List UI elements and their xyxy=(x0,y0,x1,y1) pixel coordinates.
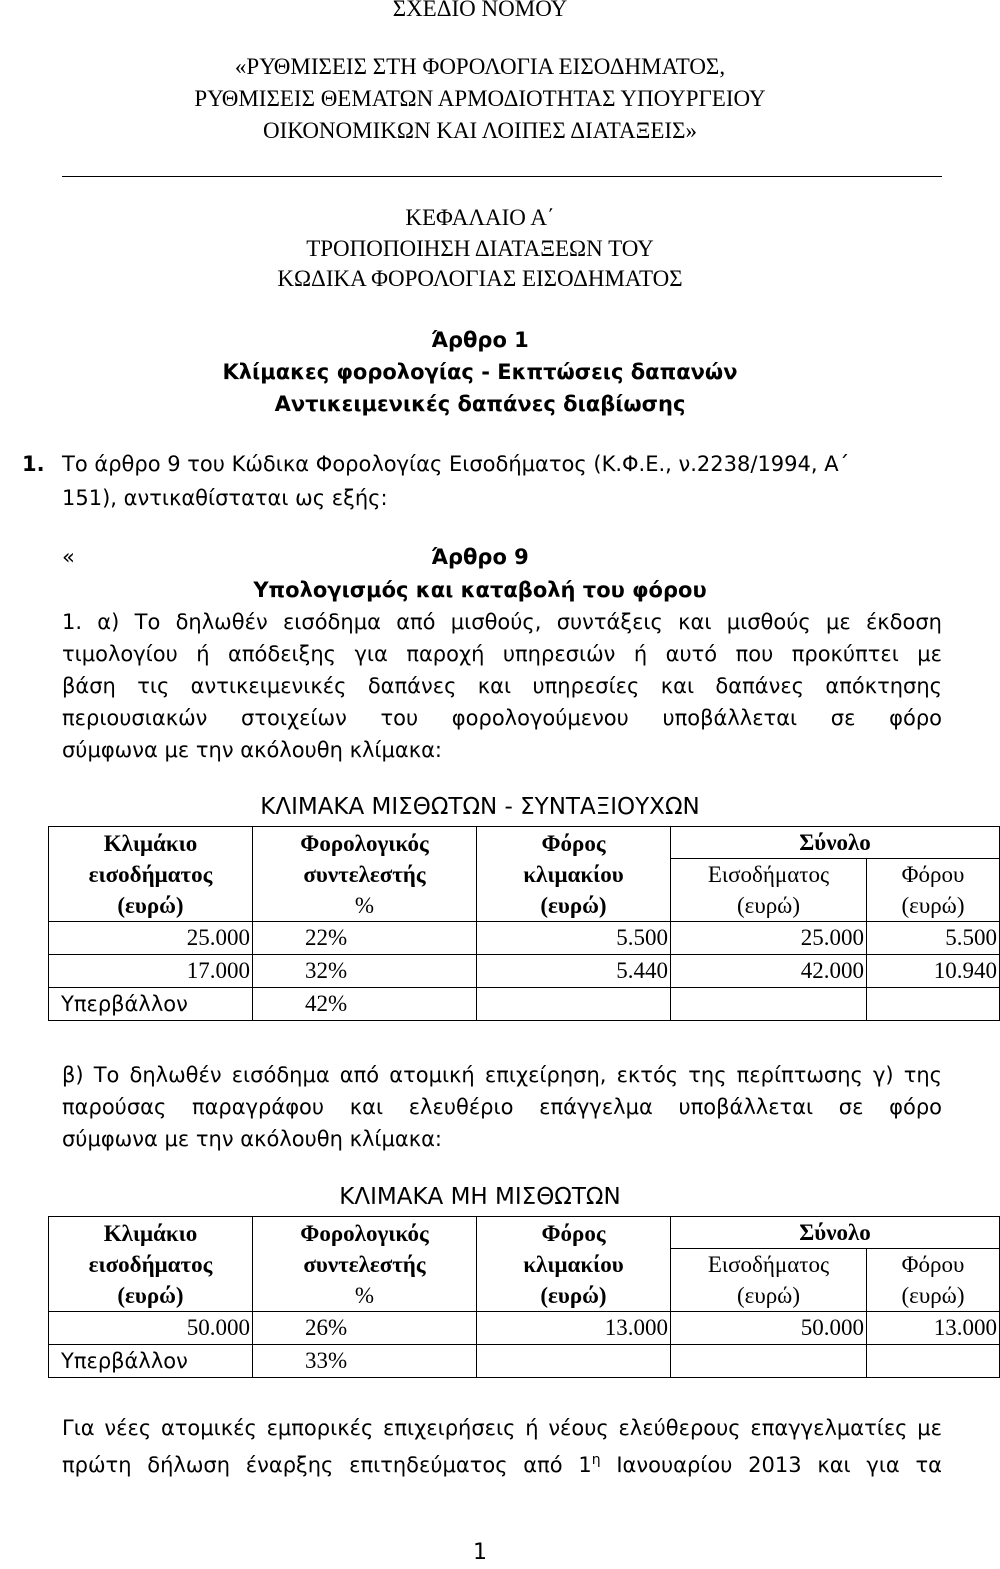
bill-title-line-1: «ΡΥΘΜΙΣΕΙΣ ΣΤΗ ΦΟΡΟΛΟΓΙΑ ΕΙΣΟΔΗΜΑΤΟΣ, xyxy=(234,54,726,79)
para-a-line-1: 1. α) Το δηλωθέν εισόδημα από μισθούς, συντάξεις και μισθούς με έκδοση xyxy=(62,610,942,634)
table-row: Υπερβάλλον 33% xyxy=(49,1345,1000,1378)
paragraph-1-line-2: 151), αντικαθίσταται ως εξής: xyxy=(62,486,388,510)
col-header-rate: Φορολογικός συντελεστής % xyxy=(253,827,477,922)
para-a-line-3: βάση τις αντικειμενικές δαπάνες και υπηρεσίες και δαπάνες απόκτησης xyxy=(62,674,942,698)
para-b-line-2: παρούσας παραγράφου και ελευθέριο επάγγελμα υποβάλλεται σε φόρο xyxy=(62,1095,942,1119)
table-row: Υπερβάλλον 42% xyxy=(49,988,1000,1021)
col-header-bracket-tax: Φόρος κλιμακίου (ευρώ) xyxy=(477,827,671,922)
bill-title-line-3: ΟΙΚΟΝΟΜΙΚΩΝ ΚΑΙ ΛΟΙΠΕΣ ΔΙΑΤΑΞΕΙΣ» xyxy=(263,118,697,143)
para-a-line-4: περιουσιακών στοιχείων του φορολογούμενου υποβάλλεται σε φόρο xyxy=(62,706,942,730)
table-1-caption: ΚΛΙΜΑΚΑ ΜΙΣΘΩΤΩΝ - ΣΥΝΤΑΞΙΟΥΧΩΝ xyxy=(260,794,700,820)
chapter-title-line-1: ΤΡΟΠΟΠΟΙΗΣΗ ΔΙΑΤΑΞΕΩΝ ΤΟΥ xyxy=(306,236,654,261)
quote-mark: « xyxy=(62,545,75,569)
article-1-title-line-2: Αντικειμενικές δαπάνες διαβίωσης xyxy=(274,392,686,416)
col-header-bracket: Κλιμάκιο εισοδήματος (ευρώ) xyxy=(49,827,253,922)
para-b-line-1: β) Το δηλωθέν εισόδημα από ατομική επιχείρηση, εκτός της περίπτωσης γ) της xyxy=(62,1063,942,1087)
col-header-rate: Φορολογικός συντελεστής % xyxy=(253,1217,477,1312)
bill-title-line-2: ΡΥΘΜΙΣΕΙΣ ΘΕΜΑΤΩΝ ΑΡΜΟΔΙΟΤΗΤΑΣ ΥΠΟΥΡΓΕΙΟΥ xyxy=(194,86,766,111)
col-header-total: Σύνολο xyxy=(671,1217,1000,1249)
table-2-caption: ΚΛΙΜΑΚΑ ΜΗ ΜΙΣΘΩΤΩΝ xyxy=(339,1184,621,1210)
para-c-line-1: Για νέες ατομικές εμπορικές επιχειρήσεις ή νέους ελεύθερους επαγγελματίες με xyxy=(62,1416,942,1440)
col-header-bracket: Κλιμάκιο εισοδήματος (ευρώ) xyxy=(49,1217,253,1312)
para-b-line-3: σύμφωνα με την ακόλουθη κλίμακα: xyxy=(62,1127,442,1151)
article-9-heading: Άρθρο 9 xyxy=(431,545,529,569)
para-a-line-2: τιμολογίου ή απόδειξης για παροχή υπηρεσιών ή αυτό που προκύπτει με xyxy=(62,642,942,666)
col-header-total: Σύνολο xyxy=(671,827,1000,859)
table-row: 25.000 22% 5.500 25.000 5.500 xyxy=(49,922,1000,955)
article-9-title: Υπολογισμός και καταβολή του φόρου xyxy=(253,578,707,602)
document-type: ΣΧΕΔΙΟ ΝΟΜΟΥ xyxy=(392,0,568,21)
article-1-title-line-1: Κλίμακες φορολογίας - Εκπτώσεις δαπανών xyxy=(222,360,738,384)
paragraph-1-number: 1. xyxy=(22,452,45,476)
col-header-total-income: Εισοδήματος (ευρώ) xyxy=(671,1249,867,1312)
paragraph-1-line-1 xyxy=(22,449,942,480)
col-header-total-tax: Φόρου (ευρώ) xyxy=(867,859,1000,922)
article-1-heading: Άρθρο 1 xyxy=(431,328,529,352)
table-row: 50.000 26% 13.000 50.000 13.000 xyxy=(49,1312,1000,1345)
chapter-title-line-2: ΚΩΔΙΚΑ ΦΟΡΟΛΟΓΙΑΣ ΕΙΣΟΔΗΜΑΤΟΣ xyxy=(277,266,683,291)
para-a-line-5: σύμφωνα με την ακόλουθη κλίμακα: xyxy=(62,738,442,762)
para-c-line-2: πρώτη δήλωση έναρξης επιτηδεύματος από $1^\eta$ Ιανουαρίου 2013 και για τα xyxy=(62,1452,942,1477)
col-header-bracket-tax: Φόρος κλιμακίου (ευρώ) xyxy=(477,1217,671,1312)
col-header-total-income: Εισοδήματος (ευρώ) xyxy=(671,859,867,922)
tax-scale-table-salaried xyxy=(48,826,1000,1021)
col-header-total-tax: Φόρου (ευρώ) xyxy=(867,1249,1000,1312)
chapter-heading: ΚΕΦΑΛΑΙΟ Α΄ xyxy=(405,205,555,230)
page-number: 1 xyxy=(473,1540,487,1565)
tax-scale-table-non-salaried xyxy=(48,1216,1000,1378)
paragraph-1-text: Το άρθρο 9 του Κώδικα Φορολογίας Εισοδήματος (Κ.Φ.Ε., ν.2238/1994, Α΄ xyxy=(62,452,850,476)
title-divider xyxy=(62,176,942,177)
table-row: 17.000 32% 5.440 42.000 10.940 xyxy=(49,955,1000,988)
